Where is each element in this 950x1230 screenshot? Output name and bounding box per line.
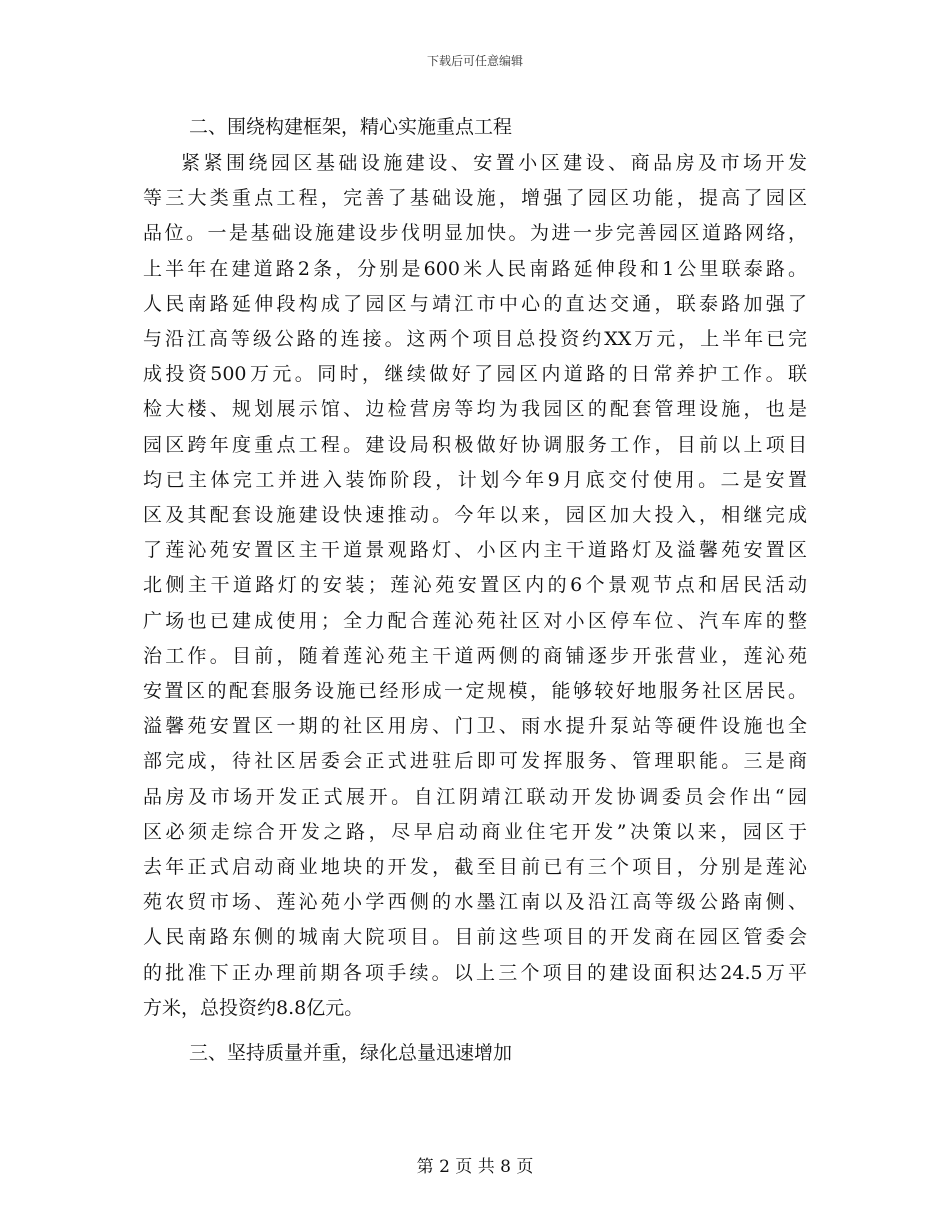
section-heading-3: 三、坚持质量并重，绿化总量迅速增加: [189, 1042, 513, 1065]
paragraph-line: 北侧主干道路灯的安装；莲沁苑安置区内的6个景观节点和居民活动: [143, 574, 807, 597]
section-2-paragraph: [143, 146, 807, 1026]
paragraph-line: 与沿江高等级公路的连接。这两个项目总投资约XX万元，上半年已完: [143, 328, 807, 351]
section-heading-2: 二、围绕构建框架，精心实施重点工程: [189, 116, 513, 138]
paragraph-line: 溢馨苑安置区一期的社区用房、门卫、雨水提升泵站等硬件设施也全: [143, 715, 807, 738]
paragraph-line: 均已主体完工并进入装饰阶段，计划今年9月底交付使用。二是安置: [143, 468, 807, 491]
paragraph-line: 广场也已建成使用；全力配合莲沁苑社区对小区停车位、汽车库的整: [143, 609, 807, 632]
paragraph-line: 部完成，待社区居委会正式进驻后即可发挥服务、管理职能。三是商: [143, 750, 807, 773]
paragraph-line: 安置区的配套服务设施已经形成一定规模，能够较好地服务社区居民。: [143, 680, 807, 703]
paragraph-line: 检大楼、规划展示馆、边检营房等均为我园区的配套管理设施，也是: [143, 398, 807, 421]
paragraph-line: 治工作。目前，随着莲沁苑主干道两侧的商铺逐步开张营业，莲沁苑: [143, 644, 807, 667]
page-footer: 第 2 页 共 8 页: [416, 1157, 534, 1177]
paragraph-line: 品位。一是基础设施建设步伐明显加快。为进一步完善园区道路网络，: [143, 222, 807, 245]
paragraph-line: 等三大类重点工程，完善了基础设施，增强了园区功能，提高了园区: [143, 187, 807, 210]
paragraph-line: 方米，总投资约8.8亿元。: [143, 996, 364, 1019]
paragraph-line: 区及其配套设施建设快速推动。今年以来，园区加大投入，相继完成: [143, 504, 807, 527]
paragraph-line: 成投资500万元。同时，继续做好了园区内道路的日常养护工作。联: [143, 363, 807, 386]
paragraph-line: 园区跨年度重点工程。建设局积极做好协调服务工作，目前以上项目: [143, 433, 807, 456]
paragraph-line: 紧紧围绕园区基础设施建设、安置小区建设、商品房及市场开发: [181, 152, 807, 174]
paragraph-line: 区必须走综合开发之路，尽早启动商业住宅开发”决策以来，园区于: [143, 820, 807, 843]
paragraph-line: 上半年在建道路2条，分别是600米人民南路延伸段和1公里联泰路。: [143, 257, 807, 280]
page-header: 下载后可任意编辑: [426, 54, 523, 68]
paragraph-line: 去年正式启动商业地块的开发，截至目前已有三个项目，分别是莲沁: [143, 856, 807, 879]
document-body: [143, 108, 807, 1072]
paragraph-line: 品房及市场开发正式展开。自江阴靖江联动开发协调委员会作出“园: [143, 785, 807, 808]
paragraph-line: 的批准下正办理前期各项手续。以上三个项目的建设面积达24.5万平: [143, 961, 807, 984]
paragraph-line: 苑农贸市场、莲沁苑小学西侧的水墨江南以及沿江高等级公路南侧、: [143, 891, 807, 914]
paragraph-line: 人民南路延伸段构成了园区与靖江市中心的直达交通，联泰路加强了: [143, 292, 807, 315]
paragraph-line: 人民南路东侧的城南大院项目。目前这些项目的开发商在园区管委会: [143, 926, 807, 949]
paragraph-line: 了莲沁苑安置区主干道景观路灯、小区内主干道路灯及溢馨苑安置区: [143, 539, 807, 562]
